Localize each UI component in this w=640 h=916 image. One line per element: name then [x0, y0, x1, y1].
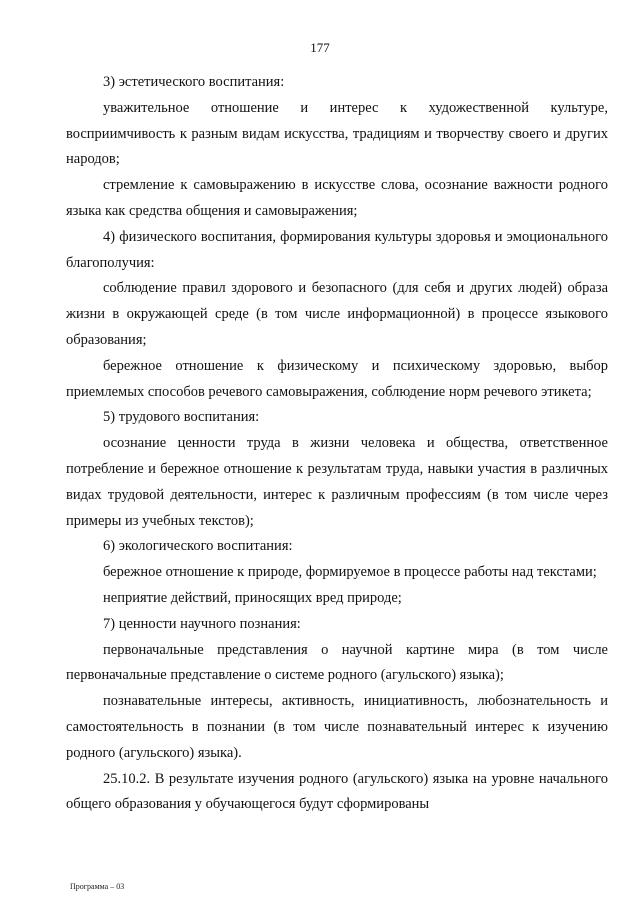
page-number: 177	[310, 40, 330, 55]
document-body	[66, 70, 608, 818]
paragraph-labor-1: осознание ценности труда в жизни человека и общества, ответственное потребление и бережное отношение к результатам труда, навыки участия в различных видах трудовой деятельности, интерес к различным профессиям (в том числе через примеры из учебных текстов);	[66, 435, 608, 529]
paragraph-aesthetic-heading: 3) эстетического воспитания:	[103, 74, 285, 90]
paragraph-aesthetic-2: стремление к самовыражению в искусстве слова, осознание важности родного языка как средства общения и самовыражения;	[66, 177, 608, 219]
footer-program-code: Программа – 03	[70, 882, 125, 891]
paragraph-section-25-10-2: 25.10.2. В результате изучения родного (агульского) языка на уровне начального общего образования у обучающегося будут сформированы	[66, 770, 608, 813]
paragraph-physical-1: соблюдение правил здорового и безопасного (для себя и других людей) образа жизни в окружающей среде (в том числе информационной) в процессе языкового образования;	[66, 280, 608, 348]
paragraph-science-2: познавательные интересы, активность, инициативность, любознательность и самостоятельность в познании (в том числе познавательный интерес к изучению родного (агульского) языка).	[66, 693, 608, 761]
paragraph-labor-heading: 5) трудового воспитания:	[103, 409, 260, 426]
paragraph-ecology-1: бережное отношение к природе, формируемое в процессе работы над текстами;	[103, 564, 597, 581]
paragraph-ecology-2: неприятие действий, приносящих вред природе;	[103, 589, 402, 606]
paragraph-science-1: первоначальные представления о научной картине мира (в том числе первоначальные представление о системе родного (агульского) языка);	[66, 641, 608, 684]
paragraph-aesthetic-1: уважительное отношение и интерес к художественной культуре, восприимчивость к разным видам искусства, традициям и творчеству своего и других народов;	[66, 99, 608, 168]
paragraph-physical-2: бережное отношение к физическому и психическому здоровью, выбор приемлемых способов речевого самовыражения, соблюдение норм речевого этикета;	[66, 357, 608, 400]
paragraph-ecology-heading: 6) экологического воспитания:	[103, 538, 293, 555]
paragraph-physical-heading: 4) физического воспитания, формирования культуры здоровья и эмоционального благополучия:	[66, 228, 608, 271]
paragraph-science-heading: 7) ценности научного познания:	[103, 615, 301, 632]
